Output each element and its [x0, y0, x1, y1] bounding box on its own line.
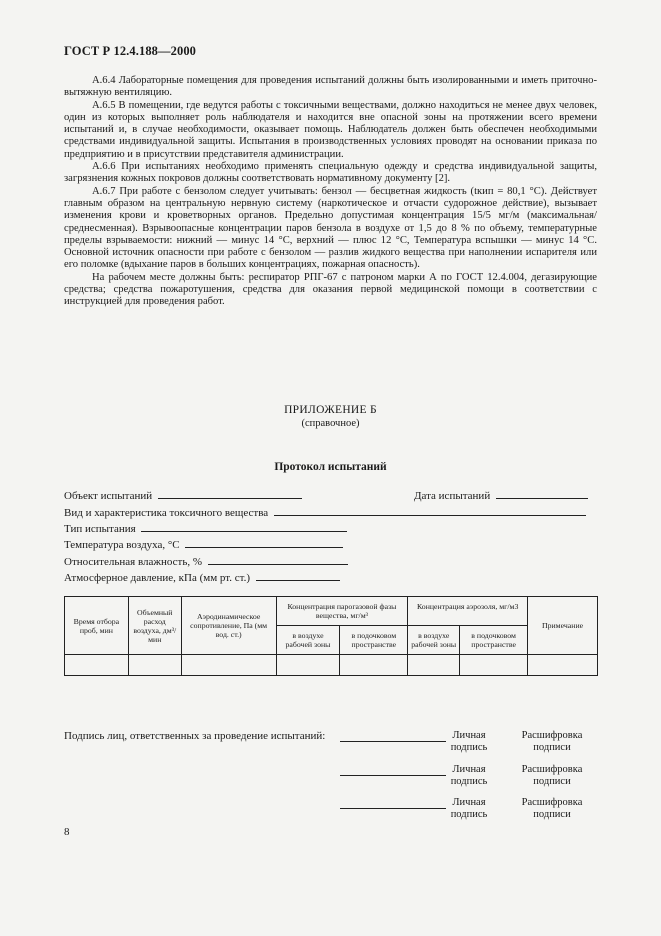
table-cell[interactable] [460, 655, 528, 676]
header-aerosol-concentration: Концентрация аэрозоля, мг/м3 [408, 597, 528, 626]
personal-signature-label-1: Личная подпись [450, 730, 488, 753]
field-air-temp-label: Температура воздуха, °С [64, 539, 180, 551]
field-object-line[interactable] [158, 488, 302, 499]
field-substance [64, 505, 586, 519]
appendix-title: ПРИЛОЖЕНИЕ Б [284, 404, 377, 416]
table-row [65, 655, 598, 676]
subheader-aerosol-work-zone: в воздухе рабочей зоны [408, 626, 460, 655]
field-test-type [64, 521, 347, 535]
paragraph-a66: А.6.6 При испытаниях необходимо применять специальную одежду и средства индивидуальной защиты, загрязнения кожных покровов должны соответствовать нормативному документу [2]. [64, 161, 597, 185]
field-test-type-line[interactable] [141, 521, 347, 532]
field-pressure-label: Атмосферное давление, кПа (мм рт. ст.) [64, 572, 251, 584]
header-resistance: Аэродинамическое сопротивление, Па (мм вод. ст.) [181, 597, 276, 655]
decoding-label-2: Расшифровка подписи [521, 764, 583, 787]
personal-signature-label-2: Личная подпись [450, 764, 488, 787]
field-humidity [64, 554, 348, 568]
table-cell[interactable] [181, 655, 276, 676]
header-note: Примечание [528, 597, 598, 655]
signature-caption: Подпись лиц, ответственных за проведение испытаний: [64, 730, 326, 742]
protocol-title: Протокол испытаний [274, 461, 387, 473]
paragraph-a65: А.6.5 В помещении, где ведутся работы с токсичными веществами, должно находиться не менее двух человек, один из которых выполняет роль наблюдателя и находится вне опасной зоны на протяжении всего времени испытаний и, в случае необходимости, оказывает помощь. Наблюдатель должен быть обеспечен необходимыми средствами индивидуальной защиты. Испытания в производственных условиях проводят на основании приказа по предприятию и в присутствии представителя администрации. [64, 99, 597, 160]
paragraph-a64: А.6.4 Лабораторные помещения для проведения испытаний должны быть изолированными и иметь приточно-вытяжную вентиляцию. [64, 75, 597, 99]
table-cell[interactable] [65, 655, 129, 676]
page-number: 8 [64, 826, 70, 838]
field-date-label: Дата испытаний [414, 490, 491, 502]
personal-signature-label-3: Личная подпись [450, 797, 488, 820]
body-text [64, 75, 597, 309]
field-air-temp [64, 537, 343, 551]
table-cell[interactable] [340, 655, 408, 676]
table-cell[interactable] [128, 655, 181, 676]
field-humidity-line[interactable] [208, 554, 348, 565]
table-cell[interactable] [276, 655, 340, 676]
signature-line-2[interactable] [340, 775, 446, 776]
field-pressure [64, 570, 340, 584]
field-air-temp-line[interactable] [185, 537, 343, 548]
table-cell[interactable] [408, 655, 460, 676]
header-flow: Объемный расход воздуха, дм³/мин [128, 597, 181, 655]
field-date [414, 488, 588, 502]
field-pressure-line[interactable] [256, 570, 340, 581]
field-humidity-label: Относительная влажность, % [64, 556, 203, 568]
paragraph-a67: А.6.7 При работе с бензолом следует учитывать: бензол — бесцветная жидкость (tкип = 80,1 °С). Действует главным образом на центральную нервную систему (наркотическое и отчасти судорожное действие), вызывает изменения крови и кроветворных органов. Предельно допустимая концентрация 15/5 мг/м (максимальная/среднесменная). Взрывоопасные концентрации паров бензола в воздухе от 1,5 до 8 % по объему, температурные пределы взрываемости: нижний — минус 14 °С, верхний — плюс 12 °С, Температура вспышки — минус 14 °С. Основной источник опасности при работе с бензолом — разлив жидкого вещества при наполнении испарителя или его поломке (вдыхание паров в больших концентрациях, пожарная опасность). [64, 185, 597, 271]
appendix-subtitle: (справочное) [301, 418, 360, 429]
field-test-type-label: Тип испытания [64, 523, 136, 535]
subheader-vapor-undermask: в подочковом пространстве [340, 626, 408, 655]
document-header: ГОСТ Р 12.4.188—2000 [64, 44, 197, 58]
table-header-row [65, 597, 598, 626]
header-vapor-concentration: Концентрация парогазовой фазы вещества, мг/м³ [276, 597, 408, 626]
signature-line-3[interactable] [340, 808, 446, 809]
protocol-table [64, 596, 598, 676]
field-date-line[interactable] [496, 488, 588, 499]
decoding-label-3: Расшифровка подписи [521, 797, 583, 820]
signature-line-1[interactable] [340, 741, 446, 742]
subheader-aerosol-undermask: в подочковом пространстве [460, 626, 528, 655]
subheader-vapor-work-zone: в воздухе рабочей зоны [276, 626, 340, 655]
decoding-label-1: Расшифровка подписи [521, 730, 583, 753]
field-object-label: Объект испытаний [64, 490, 153, 502]
paragraph-workplace: На рабочем месте должны быть: респиратор РПГ-67 с патроном марки А по ГОСТ 12.4.004, дегазирующие средства; средства пожаротушения, средства для оказания первой медицинской помощи в соответствии с инструкцией для проведения работ. [64, 271, 597, 308]
field-object [64, 488, 302, 502]
table-cell[interactable] [528, 655, 598, 676]
header-time: Время отбора проб, мин [65, 597, 129, 655]
field-substance-label: Вид и характеристика токсичного вещества [64, 507, 269, 519]
field-substance-line[interactable] [274, 505, 586, 516]
